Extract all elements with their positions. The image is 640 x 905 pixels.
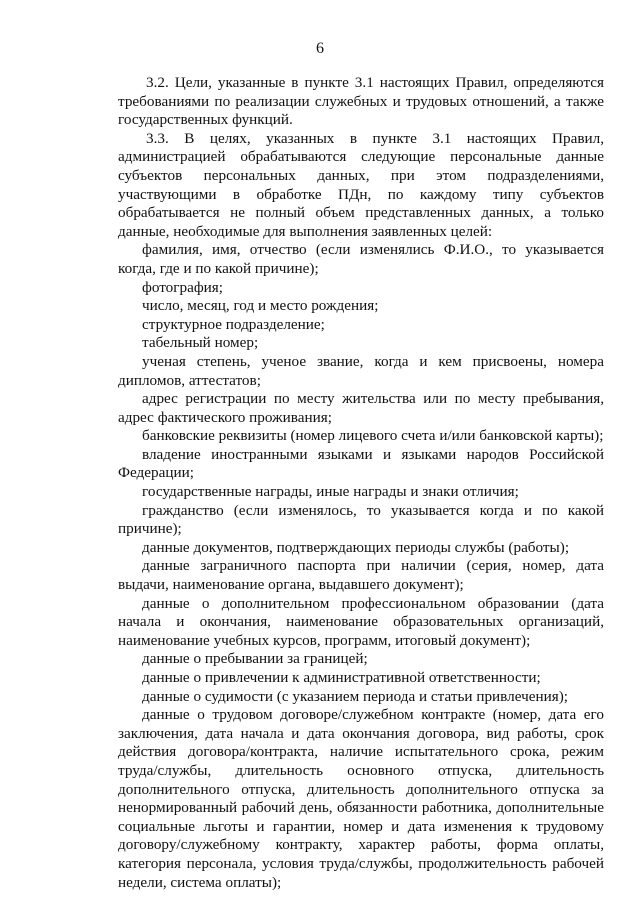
- document-body: [118, 74, 604, 892]
- list-item-full-name: фамилия, имя, отчество (если изменялись Ф.И.О., то указывается когда, где и по какой причине);: [118, 241, 604, 277]
- list-item-awards: государственные награды, иные награды и знаки отличия;: [142, 483, 519, 501]
- page-number: 6: [316, 40, 324, 57]
- list-item-department: структурное подразделение;: [142, 315, 325, 333]
- list-item-stay-abroad: данные о пребывании за границей;: [142, 650, 368, 668]
- list-item-criminal-record: данные о судимости (с указанием периода и статьи привлечения);: [142, 687, 568, 705]
- list-item-academic-degree: ученая степень, ученое звание, когда и кем присвоены, номера дипломов, аттестатов;: [118, 352, 604, 389]
- list-item-administrative-liability: данные о привлечении к административной ответственности;: [142, 669, 541, 686]
- list-item-bank-details: банковские реквизиты (номер лицевого счета и/или банковской карты);: [142, 427, 604, 445]
- list-item-photo: фотография;: [142, 278, 224, 296]
- list-item-employment-contract: данные о трудовом договоре/служебном контракте (номер, дата его заключения, дата начала и дата окончания договора, вид работы, срок действия договора/контракта, наличие испытательного срока, режим труда/службы, длительность основного отпуска, длительность дополнительного отпуска, длительность дополнительного отпуска за ненормированный рабочий день, обязанности работника, дополнительные социальные льготы и гарантии, номер и дата изменения к трудовому договору/служебному контракту, характер работы, форма оплаты, категория персонала, условия труда/службы, продолжительность рабочей недели, система оплаты);: [118, 706, 604, 891]
- list-item-additional-education: данные о дополнительном профессиональном образовании (дата начала и окончания, наименование образовательных организаций, наименование учебных курсов, программ, итоговый документ);: [118, 594, 604, 649]
- paragraph-3-3: 3.3. В целях, указанных в пункте 3.1 настоящих Правил, администрацией обрабатываются следующие персональные данные субъектов персональных данных, при этом подразделениями, участвующими в обработке ПДн, по каждому типу субъектов обрабатывается не полный объем представленных данных, а только данные, необходимые для выполнения заявленных целей:: [118, 129, 604, 240]
- list-item-address: адрес регистрации по месту жительства или по месту пребывания, адрес фактического проживания;: [118, 390, 604, 426]
- paragraph-3-2: 3.2. Цели, указанные в пункте 3.1 настоящих Правил, определяются требованиями по реализации служебных и трудовых отношений, а также государственных функций.: [118, 74, 604, 129]
- list-item-languages: владение иностранными языками и языками народов Российской Федерации;: [118, 445, 604, 482]
- list-item-citizenship: гражданство (если изменялось, то указывается когда и по какой причине);: [118, 501, 604, 538]
- list-item-personnel-number: табельный номер;: [142, 334, 259, 352]
- list-item-passport: данные заграничного паспорта при наличии (серия, номер, дата выдачи, наименование органа, выдавшего документ);: [118, 557, 604, 594]
- list-item-service-documents: данные документов, подтверждающих периоды службы (работы);: [142, 538, 570, 556]
- list-item-birth-date: число, месяц, год и место рождения;: [142, 297, 379, 315]
